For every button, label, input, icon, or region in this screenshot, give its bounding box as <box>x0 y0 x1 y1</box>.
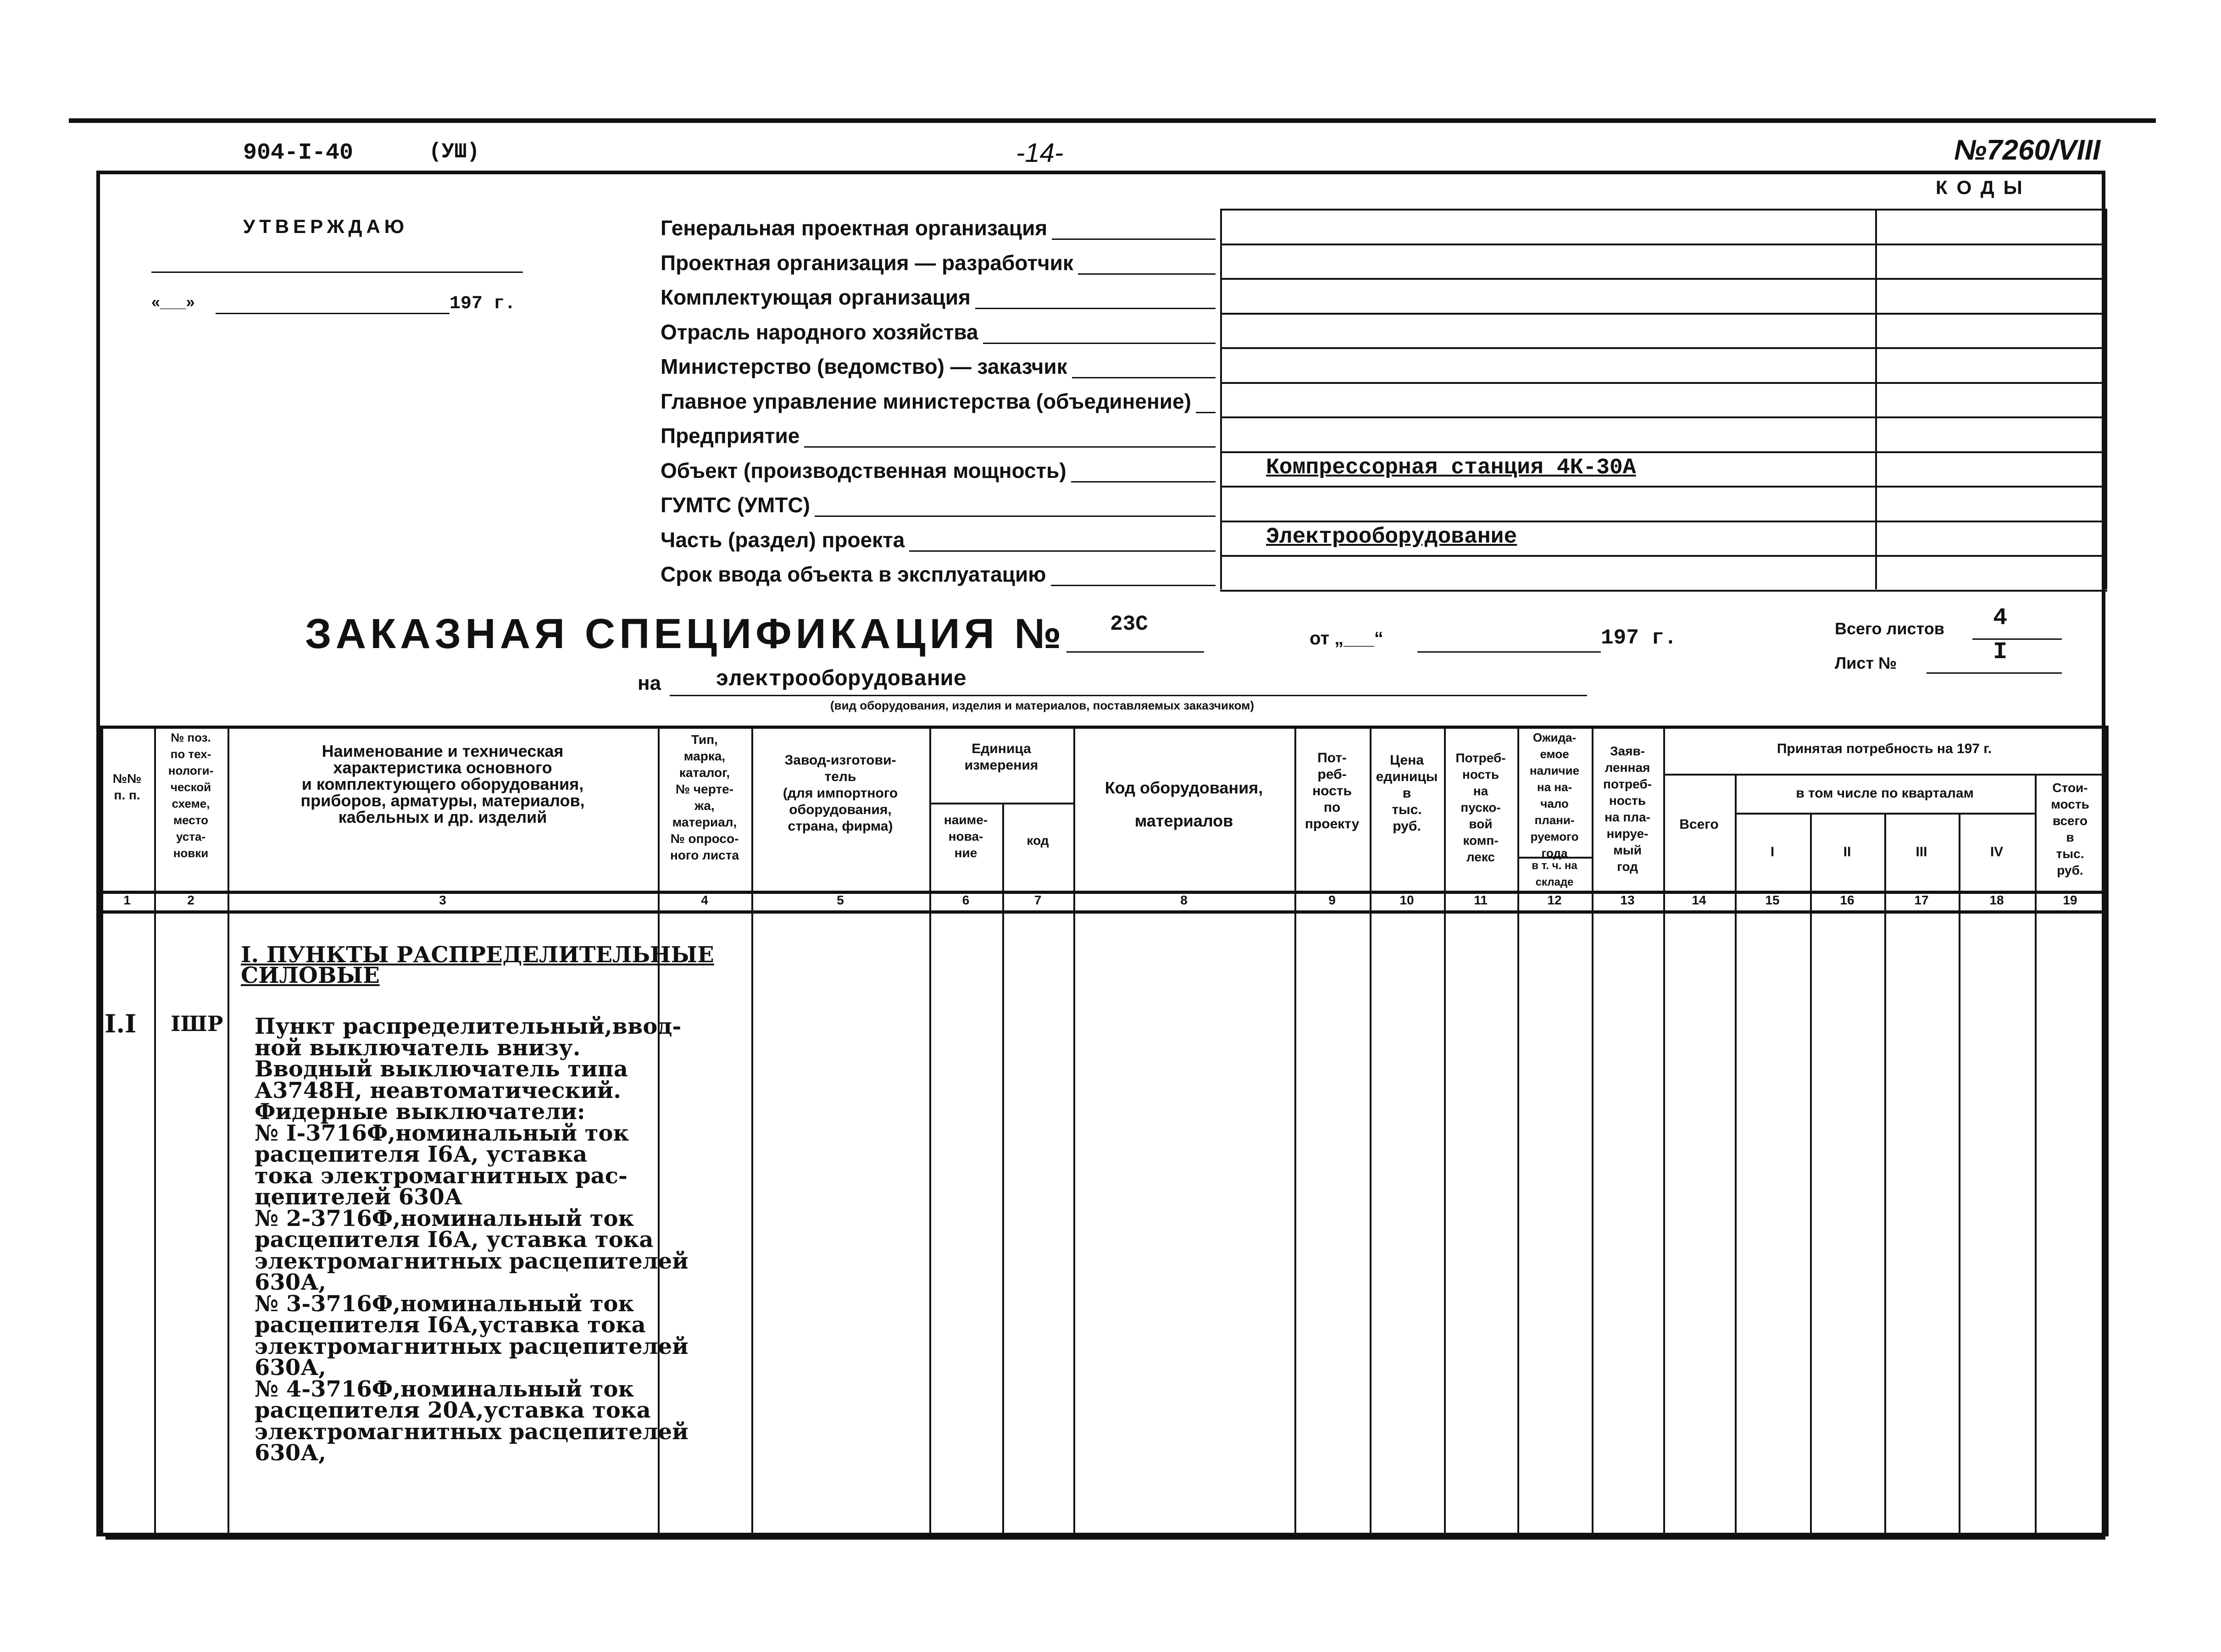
field-value: Электрооборудование <box>1266 524 1517 549</box>
column-number: 5 <box>837 893 844 907</box>
column-number: 15 <box>1765 893 1780 907</box>
table-column-line <box>1002 803 1004 1536</box>
field-label: ГУМТС (УМТС) <box>661 493 810 517</box>
field-label: Предприятие <box>661 424 800 448</box>
column-header: IV <box>1990 844 2004 859</box>
field-leader-line <box>1196 412 1216 413</box>
approve-date-line <box>216 313 450 314</box>
column-header: III <box>1916 844 1927 859</box>
field-leader-line <box>804 446 1216 448</box>
table-column-line <box>1663 726 1665 1536</box>
for-value: электрооборудование <box>716 667 967 692</box>
field-leader-line <box>1072 377 1216 378</box>
spec-year: 197 г. <box>1601 626 1677 650</box>
field-leader-line <box>909 550 1216 552</box>
spec-number: 23С <box>1110 612 1148 636</box>
quarters-group-header: в том числе по кварталам <box>1796 786 1974 801</box>
field-label: Объект (производственная мощность) <box>661 458 1066 482</box>
column-header: Наименование и техническая характеристика основного и комплектующего оборудования, приборов, арматуры, материалов, кабельных и др. изделий <box>300 742 585 826</box>
field-leader-line <box>1052 238 1216 240</box>
field-label: Срок ввода объекта в эксплуатацию <box>661 562 1046 586</box>
field-label: Комплектующая организация <box>661 285 971 309</box>
field-value: Компрессорная станция 4К-30А <box>1266 455 1636 480</box>
field-leader-line <box>1078 273 1216 275</box>
codes-grid-row-line <box>1220 521 2107 522</box>
row-description: Пункт распределительный,ввод- ной выключатель внизу. Вводный выключатель типа А3748Н, неавтоматический. Фидерные выключатели: № I-3716Ф,номинальный ток расцепителя I6А, уставка тока электромагнитных рас- цепителей 630А № 2-3716Ф,номинальный ток расцепителя I6А, уставка тока электромагнитных расцепителей 630А, № 3-3716Ф,номинальный ток расцепителя I6А,уставка тока электромагнитных расцепителей 630А, № 4-3716Ф,номинальный ток расцепителя 20А,уставка тока электромагнитных расцепителей 630А, <box>255 1014 689 1466</box>
column-header: Стои- мость всего в тыс. руб. <box>2051 781 2089 877</box>
column-header: Тип, марка, каталог, № черте- жа, материал, № опросо- ного листа <box>670 732 739 862</box>
codes-grid-right <box>2105 209 2107 589</box>
row-position: IШР <box>171 1011 223 1036</box>
table-column-line <box>1370 726 1371 1536</box>
field-label: Отрасль народного хозяйства <box>661 320 978 344</box>
table-column-line <box>751 726 753 1536</box>
column-number: 10 <box>1399 893 1414 907</box>
column-header: I <box>1770 844 1775 859</box>
column-number: 16 <box>1840 893 1855 907</box>
approve-title: УТВЕРЖДАЮ <box>243 216 409 237</box>
table-bottom-border <box>105 1536 2105 1540</box>
table-column-line <box>1810 813 1812 1536</box>
field-leader-line <box>815 516 1216 517</box>
row-number: I.I <box>105 1009 137 1038</box>
column-number: 6 <box>962 893 970 907</box>
codes-grid-row-line <box>1220 382 2107 384</box>
spec-title: ЗАКАЗНАЯ СПЕЦИФИКАЦИЯ № <box>305 610 1066 657</box>
total-sheets: 4 <box>1993 604 2008 632</box>
column-number: 13 <box>1620 893 1635 907</box>
table-column-line <box>1073 726 1075 1536</box>
sheet-label: Лист № <box>1835 654 1897 672</box>
column-number: 9 <box>1328 893 1336 907</box>
codes-label: КОДЫ <box>1936 177 2032 198</box>
column-number: 11 <box>1474 893 1488 907</box>
codes-grid-row-line <box>1220 590 2107 592</box>
column-number: 4 <box>701 893 708 907</box>
spec-from-label: от „___“ <box>1310 628 1383 649</box>
column-header: Код оборудования, материалов <box>1105 778 1263 830</box>
table-column-line <box>2035 774 2037 1536</box>
column-header: Пот- реб- ность по проекту <box>1305 750 1360 832</box>
for-label: на <box>638 672 661 694</box>
codes-grid-row-line <box>1220 555 2107 557</box>
total-sheets-line <box>1972 638 2062 640</box>
column-header: Потреб- ность на пуско- вой комп- лекс <box>1455 751 1506 864</box>
codes-grid-row-line <box>1220 278 2107 280</box>
table-column-numbers-border <box>100 910 2105 914</box>
column-header: № поз. по тех- нологи- ческой схеме, место уста- новки <box>168 731 214 860</box>
total-sheets-label: Всего листов <box>1835 619 1944 638</box>
field-leader-line <box>975 308 1216 309</box>
table-top-border <box>100 726 2105 729</box>
field-label: Проектная организация — разработчик <box>661 250 1073 275</box>
column-header: Заяв- ленная потреб- ность на пла- нируе- мый год <box>1603 744 1652 874</box>
accepted-group-header: Принятая потребность на 197 г. <box>1777 741 1992 756</box>
column-number: 19 <box>2063 893 2077 907</box>
for-line <box>670 695 1587 696</box>
column-number: 1 <box>123 893 131 907</box>
table-column-line <box>100 726 103 1536</box>
spec-number-line <box>1066 651 1204 653</box>
codes-grid-row-line <box>1220 486 2107 488</box>
column-header: №№ п. п. <box>112 771 142 802</box>
inventory-number: №7260/VIII <box>1954 134 2101 166</box>
codes-grid-row-line <box>1220 451 2107 453</box>
column-header: наиме- нова- ние <box>944 813 988 860</box>
page-number: -14- <box>1016 138 1064 168</box>
column-number: 17 <box>1914 893 1929 907</box>
column-header: код <box>1027 833 1049 848</box>
field-leader-line <box>1051 585 1216 586</box>
doc-code: 904-I-40 <box>243 140 354 166</box>
section-title: I. ПУНКТЫ РАСПРЕДЕЛИТЕЛЬНЫЕ СИЛОВЫЕ <box>241 942 714 988</box>
codes-grid-row-line <box>1220 244 2107 245</box>
unit-group-line <box>929 803 1073 804</box>
column-header: II <box>1843 844 1851 859</box>
sheet-number-line <box>1927 672 2062 674</box>
field-label: Министерство (ведомство) — заказчик <box>661 355 1067 378</box>
approve-date-prefix: «___» <box>151 294 195 311</box>
codes-grid-row-line <box>1220 347 2107 349</box>
codes-grid-row-line <box>1220 209 2107 211</box>
table-column-line <box>1735 774 1737 1536</box>
table-column-line <box>1959 813 1960 1536</box>
approve-year: 197 г. <box>450 294 516 314</box>
column-number: 3 <box>439 893 446 907</box>
table-column-line <box>228 726 229 1536</box>
column-number: 12 <box>1547 893 1562 907</box>
codes-grid-row-line <box>1220 416 2107 418</box>
top-rule <box>69 118 2156 123</box>
sheet-number: I <box>1993 638 2008 665</box>
field-label: Генеральная проектная организация <box>661 216 1048 240</box>
column-header: Цена единицы в тыс. руб. <box>1376 753 1438 834</box>
field-label: Часть (раздел) проекта <box>661 527 905 552</box>
column-header: Всего <box>1679 817 1719 832</box>
column-header: Завод-изготови- тель (для импортного оборудования, страна, фирма) <box>783 753 898 834</box>
spec-date-line <box>1417 651 1601 653</box>
column-number: 2 <box>187 893 194 907</box>
table-column-line <box>1884 813 1886 1536</box>
accepted-group-line <box>1663 774 2105 776</box>
field-leader-line <box>983 343 1216 344</box>
column-number: 8 <box>1180 893 1188 907</box>
table-column-line <box>1294 726 1296 1536</box>
for-note: (вид оборудования, изделия и материалов, поставляемых заказчиком) <box>830 698 1255 712</box>
codes-grid-row-line <box>1220 313 2107 315</box>
codes-grid-left <box>1220 209 1222 589</box>
column-number: 18 <box>1989 893 2004 907</box>
approve-signature-line <box>151 272 523 273</box>
doc-code-suffix: (УШ) <box>429 140 480 164</box>
column-header: Ожида- емое наличие на на- чало плани- руемого года <box>1529 731 1580 860</box>
field-label: Главное управление министерства (объединение) <box>661 389 1191 413</box>
unit-group-header: Единица измерения <box>964 741 1038 773</box>
column-number: 7 <box>1034 893 1042 907</box>
column-number: 14 <box>1692 893 1706 907</box>
field-leader-line <box>1071 481 1216 482</box>
table-column-line <box>2105 726 2109 1536</box>
codes-grid-divider <box>1875 209 1877 589</box>
in-stock-note: в т. ч. на складе <box>1532 859 1577 888</box>
